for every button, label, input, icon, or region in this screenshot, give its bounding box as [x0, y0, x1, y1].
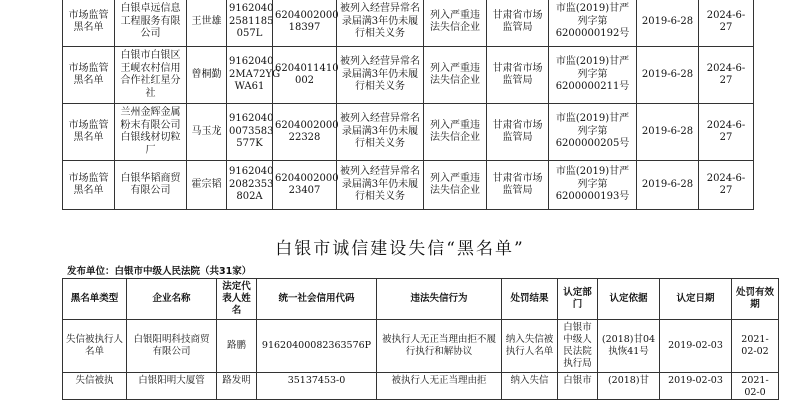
person-cell: 王世雄	[187, 0, 227, 47]
result-cell: 纳入失信被执行人名单	[502, 320, 558, 373]
column-header: 处罚结果	[502, 279, 558, 320]
court-blacklist-table	[62, 278, 779, 400]
date-cell: 2019-02-03	[660, 320, 732, 373]
table-row	[63, 161, 754, 210]
valid-period-cell: 2021-02-0	[732, 373, 779, 400]
result-cell: 列入严重违法失信企业	[424, 161, 487, 210]
column-header: 认定依据	[598, 279, 660, 320]
list-type-cell: 市场监管黑名单	[63, 161, 115, 210]
date-cell: 2019-6-28	[637, 47, 699, 104]
basis-cell: 市监(2019)甘严列字第6200000192号	[549, 0, 637, 47]
column-header: 认定日期	[660, 279, 732, 320]
reg-no-cell: 6204011410 002	[273, 47, 337, 104]
company-cell: 白银阳明科技商贸有限公司	[127, 320, 217, 373]
list-type-cell: 市场监管黑名单	[63, 0, 115, 47]
credit-code-cell: 9162040 2581185 057L	[227, 0, 273, 47]
list-type-cell: 失信被执行人名单	[63, 320, 127, 373]
table-row	[63, 373, 779, 400]
list-type-cell: 市场监管黑名单	[63, 47, 115, 104]
basis-cell: (2018)甘04执恢41号	[598, 320, 660, 373]
credit-code-cell: 9162040 2082353 802A	[227, 161, 273, 210]
column-header: 认定部门	[558, 279, 598, 320]
company-cell: 白银卓远信息工程服务有限公司	[115, 0, 187, 47]
column-header: 处罚有效期	[732, 279, 779, 320]
person-cell: 路发明	[217, 373, 257, 400]
market-blacklist-table	[62, 0, 754, 210]
behavior-cell: 被列入经营异常名录届满3年仍未履行相关义务	[337, 0, 424, 47]
credit-code-cell: 35137453-0	[257, 373, 377, 400]
list-type-cell: 失信被执	[63, 373, 127, 400]
person-cell: 路鹏	[217, 320, 257, 373]
reg-no-cell: 6204002000 23407	[273, 161, 337, 210]
company-cell: 白银阳明大厦管	[127, 373, 217, 400]
basis-cell: 市监(2019)甘严列字第6200000205号	[549, 104, 637, 161]
column-header: 黑名单类型	[63, 279, 127, 320]
dept-cell: 白银市中级人民法院执行局	[558, 320, 598, 373]
end-date-cell: 2024-6-27	[699, 161, 754, 210]
reg-no-cell: 6204002000 18397	[273, 0, 337, 47]
column-header: 法定代表人姓名	[217, 279, 257, 320]
dept-cell: 甘肃省市场监管局	[487, 47, 549, 104]
behavior-cell: 被列入经营异常名录届满3年仍未履行相关义务	[337, 47, 424, 104]
result-cell: 纳入失信	[502, 373, 558, 400]
basis-cell: (2018)甘	[598, 373, 660, 400]
column-header: 违法失信行为	[377, 279, 502, 320]
behavior-cell: 被列入经营异常名录届满3年仍未履行相关义务	[337, 161, 424, 210]
publisher-label: 发布单位：白银市中级人民法院（共31家）	[67, 266, 252, 277]
end-date-cell: 2024-6-27	[699, 104, 754, 161]
dept-cell: 白银市	[558, 373, 598, 400]
table-row	[63, 320, 779, 373]
basis-cell: 市监(2019)甘严列字第6200000211号	[549, 47, 637, 104]
credit-code-cell: 9162040 2MA72YG WA61	[227, 47, 273, 104]
behavior-cell: 被执行人无正当理由拒不履行执行和解协议	[377, 320, 502, 373]
date-cell: 2019-6-28	[637, 161, 699, 210]
date-cell: 2019-6-28	[637, 104, 699, 161]
dept-cell: 甘肃省市场监管局	[487, 104, 549, 161]
column-header: 企业名称	[127, 279, 217, 320]
date-cell: 2019-6-28	[637, 0, 699, 47]
result-cell: 列入严重违法失信企业	[424, 104, 487, 161]
valid-period-cell: 2021-02-02	[732, 320, 779, 373]
dept-cell: 甘肃省市场监管局	[487, 0, 549, 47]
dept-cell: 甘肃省市场监管局	[487, 161, 549, 210]
list-type-cell: 市场监管黑名单	[63, 104, 115, 161]
person-cell: 马玉龙	[187, 104, 227, 161]
credit-code-cell: 91620400082363576P	[257, 320, 377, 373]
behavior-cell: 被列入经营异常名录届满3年仍未履行相关义务	[337, 104, 424, 161]
credit-code-cell: 9162040 0073583 577K	[227, 104, 273, 161]
person-cell: 霍宗韬	[187, 161, 227, 210]
person-cell: 曾桐勤	[187, 47, 227, 104]
section-title: 白银市诚信建设失信“黑名单”	[275, 239, 525, 259]
basis-cell: 市监(2019)甘严列字第6200000193号	[549, 161, 637, 210]
end-date-cell: 2024-6-27	[699, 0, 754, 47]
behavior-cell: 被执行人无正当理由拒	[377, 373, 502, 400]
table-row	[63, 47, 754, 104]
company-cell: 白银市白银区王岘农村信用合作社红星分社	[115, 47, 187, 104]
company-cell: 兰州金辉金属粉末有限公司白银线材切粒厂	[115, 104, 187, 161]
reg-no-cell: 6204002000 22328	[273, 104, 337, 161]
company-cell: 白银华韬商贸有限公司	[115, 161, 187, 210]
result-cell: 列入严重违法失信企业	[424, 0, 487, 47]
table-row	[63, 104, 754, 161]
header-row	[63, 279, 779, 320]
date-cell: 2019-02-03	[660, 373, 732, 400]
column-header: 统一社会信用代码	[257, 279, 377, 320]
end-date-cell: 2024-6-27	[699, 47, 754, 104]
table-row	[63, 0, 754, 47]
result-cell: 列入严重违法失信企业	[424, 47, 487, 104]
